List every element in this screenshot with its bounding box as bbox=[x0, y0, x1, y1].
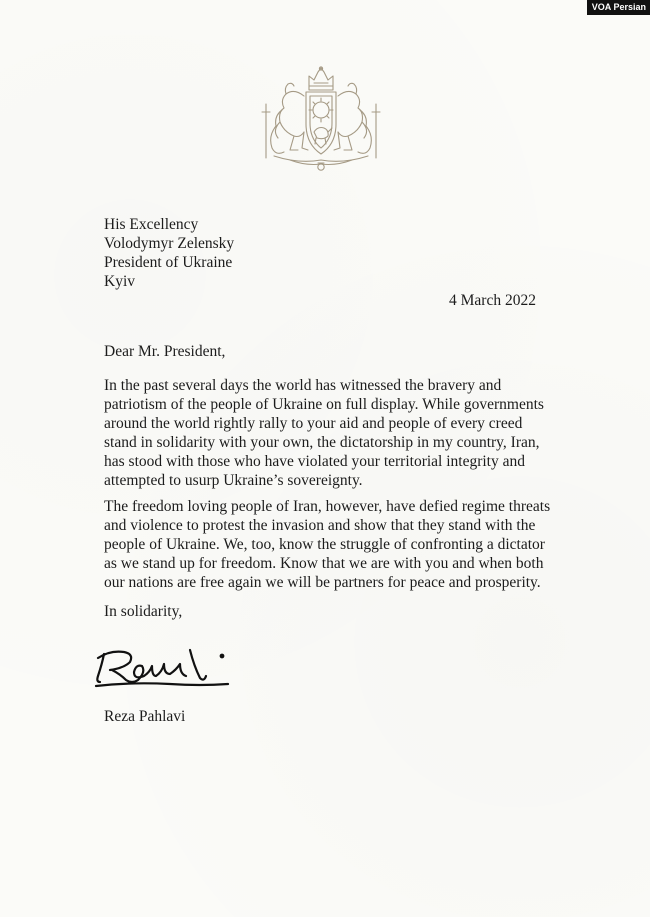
recipient-line-1: His Excellency bbox=[104, 216, 199, 233]
paragraph-line: our nations are free again we will be partners for peace and prosperity. bbox=[104, 574, 541, 591]
paragraph-line: as we stand up for freedom. Know that we are with you and when both bbox=[104, 555, 544, 572]
paragraph-line: attempted to usurp Ukraine’s sovereignty. bbox=[104, 472, 363, 489]
body-paragraph-1 bbox=[104, 376, 544, 490]
paragraph-line: In the past several days the world has witnessed the bravery and bbox=[104, 377, 502, 394]
paragraph-line: patriotism of the people of Ukraine on full display. While governments bbox=[104, 396, 544, 413]
signature-icon bbox=[90, 636, 235, 692]
signer-name: Reza Pahlavi bbox=[104, 708, 186, 725]
paragraph-line: and violence to protest the invasion and show that they stand with the bbox=[104, 517, 536, 534]
recipient-line-3: President of Ukraine bbox=[104, 254, 233, 271]
body-paragraph-2 bbox=[104, 497, 550, 592]
closing: In solidarity, bbox=[104, 603, 183, 620]
paragraph-line: stand in solidarity with your own, the dictatorship in my country, Iran, bbox=[104, 434, 540, 451]
recipient-line-2: Volodymyr Zelensky bbox=[104, 235, 235, 252]
letter-date: 4 March 2022 bbox=[449, 292, 536, 309]
source-watermark: VOA Persian bbox=[587, 0, 650, 15]
paragraph-line: people of Ukraine. We, too, know the struggle of confronting a dictator bbox=[104, 536, 545, 553]
salutation: Dear Mr. President, bbox=[104, 343, 226, 360]
recipient-address bbox=[104, 215, 234, 291]
recipient-line-4: Kyiv bbox=[104, 273, 135, 290]
crest-icon bbox=[254, 66, 388, 172]
paragraph-line: The freedom loving people of Iran, however, have defied regime threats bbox=[104, 498, 551, 515]
paragraph-line: has stood with those who have violated your territorial integrity and bbox=[104, 453, 525, 470]
paragraph-line: around the world rightly rally to your aid and people of every creed bbox=[104, 415, 523, 432]
